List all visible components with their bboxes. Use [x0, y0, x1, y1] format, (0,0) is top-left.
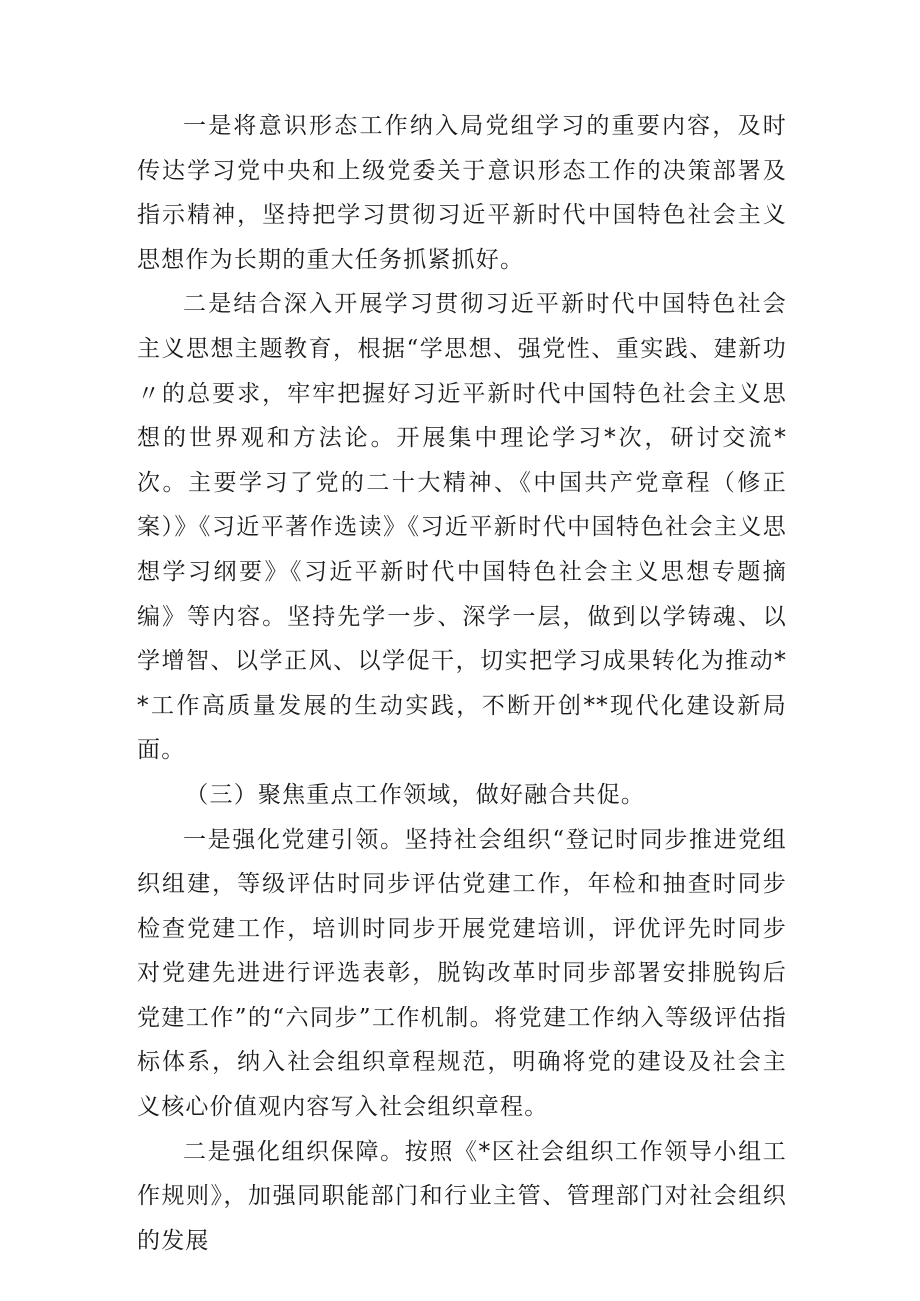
section-heading-three: （三）聚焦重点工作领域，做好融合共促。: [185, 781, 646, 808]
document-body: [137, 104, 787, 1263]
paragraph-party-building: 一是强化党建引领。坚持社会组织“登记时同步推进党组织组建，等级评估时同步评估党建工作，年检和抽查时同步检查党建工作，培训时同步开展党建培训，评优评先时同步对党建先进进行评选表彰，脱钩改革时同步部署安排脱钩后党建工作”的“六同步”工作机制。将党建工作纳入等级评估指标体系，纳入社会组织章程规范，明确将党的建设及社会主义核心价值观内容写入社会组织章程。: [137, 826, 787, 1121]
paragraph-theme-education: 二是结合深入开展学习贯彻习近平新时代中国特色社会主义思想主题教育，根据“学思想、强党性、重实践、建新功〃的总要求，牢牢把握好习近平新时代中国特色社会主义思想的世界观和方法论。开展集中理论学习*次，研讨交流*次。主要学习了党的二十大精神、《中国共产党章程（修正案）》《习近平著作选读》《习近平新时代中国特色社会主义思想学习纲要》《习近平新时代中国特色社会主义思想专题摘编》等内容。坚持先学一步、深学一层，做到以学铸魂、以学增智、以学正风、以学促干，切实把学习成果转化为推动**工作高质量发展的生动实践，不断开创**现代化建设新局面。: [137, 291, 787, 764]
paragraph-organizational-support: 二是强化组织保障。按照《*区社会组织工作领导小组工作规则》，加强同职能部门和行业主管、管理部门对社会组织的发展: [137, 1138, 787, 1254]
paragraph-ideology-study: 一是将意识形态工作纳入局党组学习的重要内容，及时传达学习党中央和上级党委关于意识形态工作的决策部署及指示精神，坚持把学习贯彻习近平新时代中国特色社会主义思想作为长期的重大任务抓紧抓好。: [137, 113, 787, 273]
